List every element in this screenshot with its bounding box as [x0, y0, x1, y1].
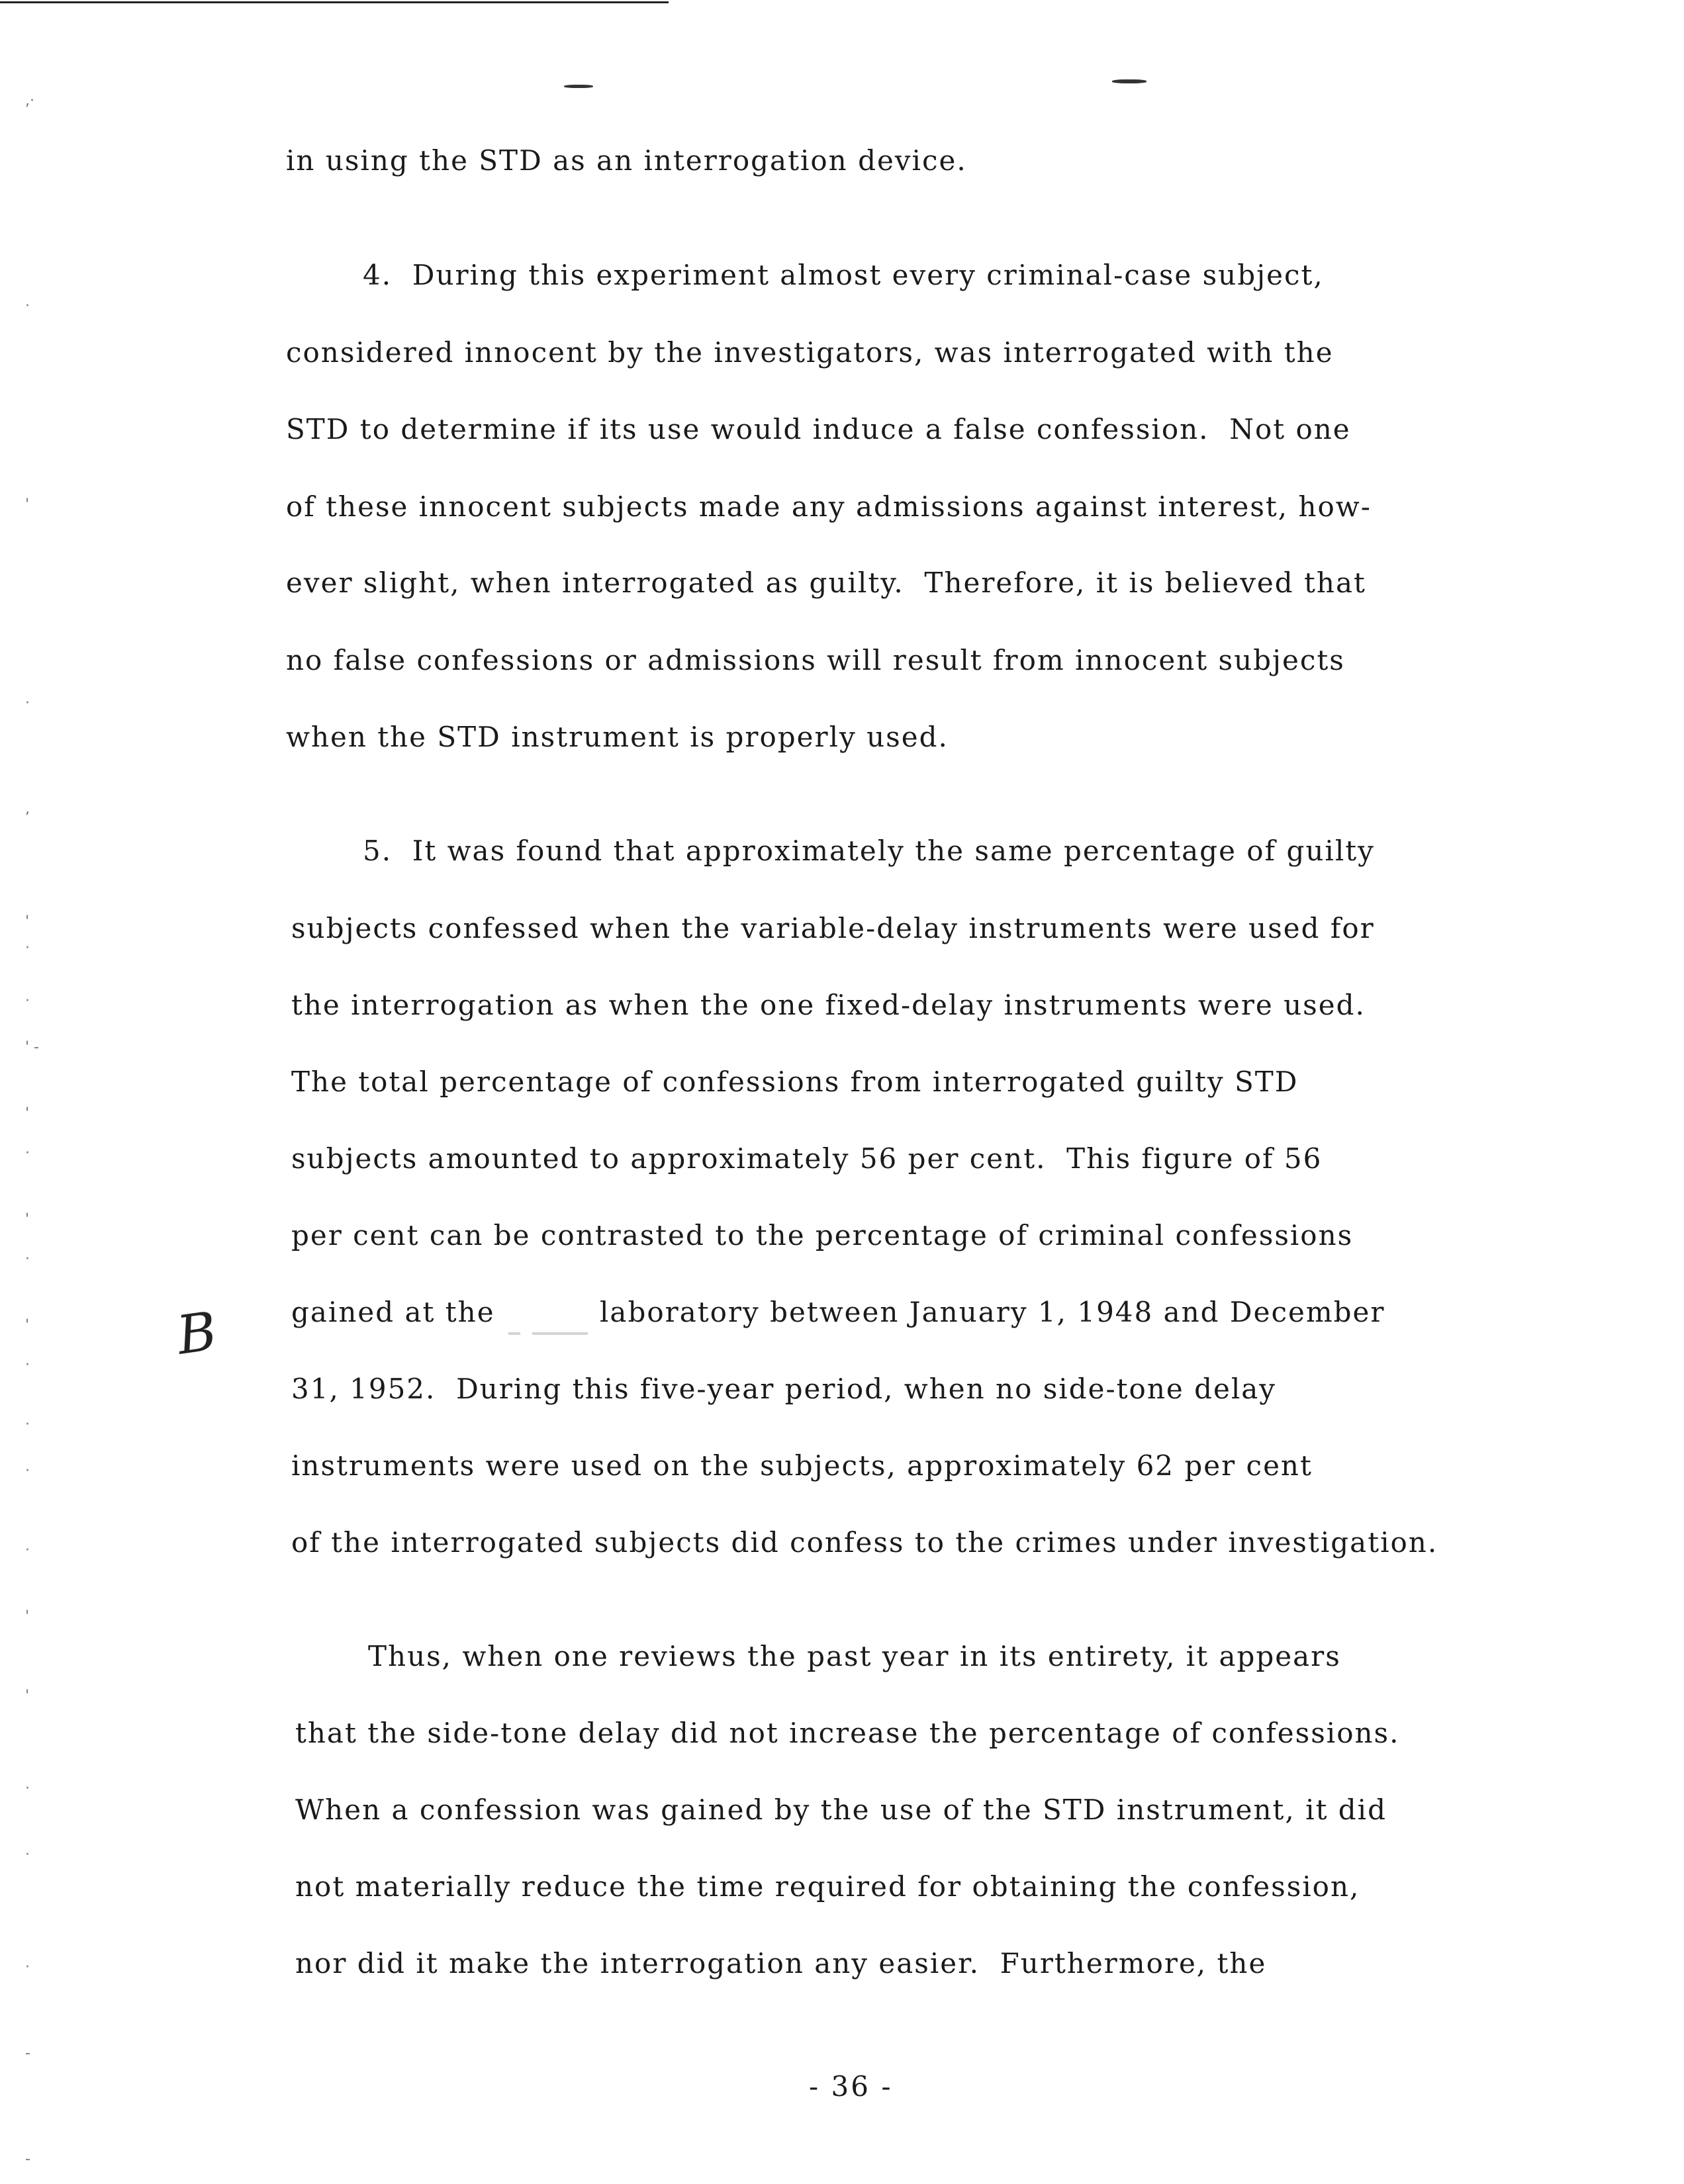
text-line: Thus, when one reviews the past year in its entirety, it appears: [368, 1640, 1341, 1672]
text-line: 5. It was found that approximately the same percentage of guilty: [363, 835, 1375, 867]
margin-specks: ,· · ' · , ' · · ' - ' · ' · ' · · · · ' ' · · · - -: [25, 93, 39, 2167]
text-line: 31, 1952. During this five-year period, when no side-tone delay: [291, 1373, 1277, 1405]
text-line: that the side-tone delay did not increase the percentage of confessions.: [295, 1717, 1400, 1749]
text-line: considered innocent by the investigators, was interrogated with the: [286, 336, 1334, 369]
scan-mark: [564, 85, 593, 88]
text-line: 4. During this experiment almost every criminal-case subject,: [363, 259, 1324, 291]
text-line: ever slight, when interrogated as guilty. Therefore, it is believed that: [286, 567, 1366, 599]
text-line: no false confessions or admissions will result from innocent subjects: [286, 644, 1345, 676]
text-line: gained at the: [291, 1296, 495, 1328]
top-rule: [0, 1, 669, 3]
text-line: per cent can be contrasted to the percentage of criminal confessions: [291, 1219, 1354, 1251]
text-line: of the interrogated subjects did confess to the crimes under investigation.: [291, 1526, 1438, 1559]
page-number: - 36 -: [809, 2070, 893, 2103]
text-line: of these innocent subjects made any admissions against interest, how-: [286, 490, 1372, 523]
text-line: subjects amounted to approximately 56 per cent. This figure of 56: [291, 1142, 1323, 1175]
text-line: instruments were used on the subjects, approximately 62 per cent: [291, 1449, 1313, 1482]
text-line: The total percentage of confessions from interrogated guilty STD: [291, 1066, 1299, 1098]
text-line: when the STD instrument is properly used.: [286, 721, 949, 753]
text-line: When a confession was gained by the use of the STD instrument, it did: [295, 1794, 1387, 1826]
scan-mark: [1112, 79, 1146, 83]
redaction-gap: [508, 1332, 588, 1335]
text-line: in using the STD as an interrogation device.: [286, 144, 967, 177]
text-line: laboratory between January 1, 1948 and December: [600, 1296, 1385, 1328]
handwritten-mark: B: [173, 1300, 220, 1367]
text-line: subjects confessed when the variable-delay instruments were used for: [291, 912, 1375, 944]
text-line: the interrogation as when the one fixed-delay instruments were used.: [291, 989, 1366, 1021]
text-line: nor did it make the interrogation any easier. Furthermore, the: [295, 1947, 1267, 1979]
text-line: not materially reduce the time required for obtaining the confession,: [295, 1870, 1360, 1903]
text-line: STD to determine if its use would induce a false confession. Not one: [286, 413, 1351, 445]
